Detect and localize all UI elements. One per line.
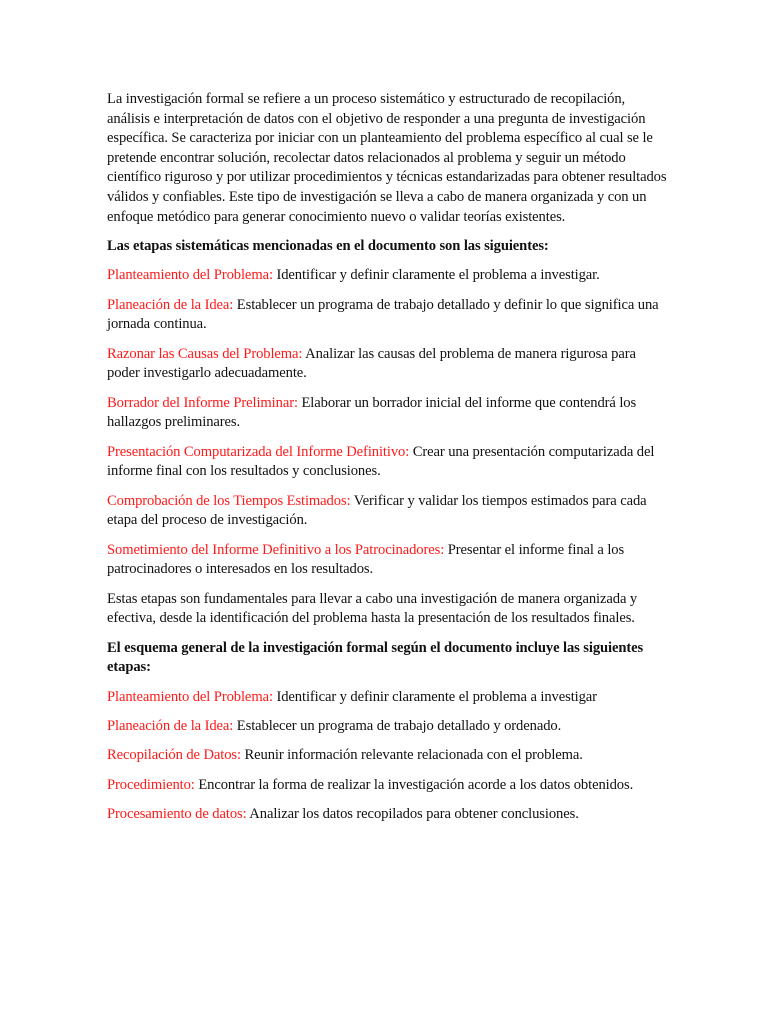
scheme-item [107, 805, 667, 825]
scheme-term: Procesamiento de datos: [107, 806, 247, 823]
scheme-term: Planeación de la Idea: [107, 718, 234, 734]
stage-item [107, 394, 667, 433]
scheme-item [107, 776, 667, 796]
stage-description: Identificar y definir claramente el problema a investigar. [272, 267, 600, 284]
document-page [107, 90, 667, 835]
stage-item [107, 443, 667, 482]
scheme-term: Planteamiento del Problema: [107, 688, 273, 705]
scheme-term: Recopilación de Datos: [107, 747, 241, 764]
scheme-description: Reunir información relevante relacionada con el problema. [240, 747, 583, 764]
stage-item [107, 541, 667, 580]
stage-description: Presentar el informe final a los patrocinadores o interesados en los resultados. [107, 541, 625, 578]
scheme-item [107, 688, 667, 708]
stage-item [107, 296, 667, 335]
stage-description: Establecer un programa de trabajo detallado y definir lo que significa una jornada continua. [107, 296, 659, 333]
stage-term: Razonar las Causas del Problema: [107, 345, 303, 362]
stage-item [107, 345, 667, 384]
stage-term: Comprobación de los Tiempos Estimados: [107, 492, 351, 509]
stage-item [107, 492, 667, 531]
section1-heading: Las etapas sistemáticas mencionadas en el documento son las siguientes: [107, 237, 549, 254]
scheme-description: Encontrar la forma de realizar la investigación acorde a los datos obtenidos. [194, 776, 634, 793]
stage-description: Verificar y validar los tiempos estimados para cada etapa del proceso de investigación. [107, 492, 647, 529]
scheme-item [107, 746, 667, 766]
stage-term: Presentación Computarizada del Informe Definitivo: [107, 443, 410, 460]
scheme-item [107, 717, 667, 737]
scheme-term: Procedimiento: [107, 776, 195, 793]
stage-term: Planeación de la Idea: [107, 296, 234, 313]
scheme-description: Establecer un programa de trabajo detallado y ordenado. [233, 718, 562, 734]
stage-description: Elaborar un borrador inicial del informe que contendrá los hallazgos preliminares. [107, 394, 637, 431]
closing-paragraph: Estas etapas son fundamentales para llevar a cabo una investigación de manera organizada y efectiva, desde la identificación del problema hasta la presentación de los resultados finales. [107, 590, 638, 627]
scheme-description: Analizar los datos recopilados para obtener conclusiones. [246, 806, 579, 823]
stage-description: Crear una presentación computarizada del informe final con los resultados y conclusiones. [107, 443, 655, 480]
stage-description: Analizar las causas del problema de manera rigurosa para poder investigarlo adecuadamente. [107, 345, 636, 382]
stage-item [107, 266, 667, 286]
stage-term: Sometimiento del Informe Definitivo a los Patrocinadores: [107, 541, 445, 558]
section2-heading: El esquema general de la investigación formal según el documento incluye las siguientes etapas: [107, 639, 644, 676]
stage-term: Planteamiento del Problema: [107, 267, 273, 284]
intro-paragraph: La investigación formal se refiere a un proceso sistemático y estructurado de recopilación, análisis e interpretación de datos con el objetivo de responder a una pregunta de investigación específica. Se caracteriza por iniciar con un planteamiento del problema específico al cual se le pretende encontrar solución, recolectar datos relacionados al problema y seguir un método científico riguroso y por utilizar procedimientos y técnicas estandarizadas para obtener resultados válidos y confiables. Este tipo de investigación se lleva a cabo de manera organizada y con un enfoque metódico para generar conocimiento nuevo o validar teorías existentes. [107, 91, 667, 225]
stage-term: Borrador del Informe Preliminar: [107, 394, 298, 411]
scheme-description: Identificar y definir claramente el problema a investigar [272, 688, 597, 705]
